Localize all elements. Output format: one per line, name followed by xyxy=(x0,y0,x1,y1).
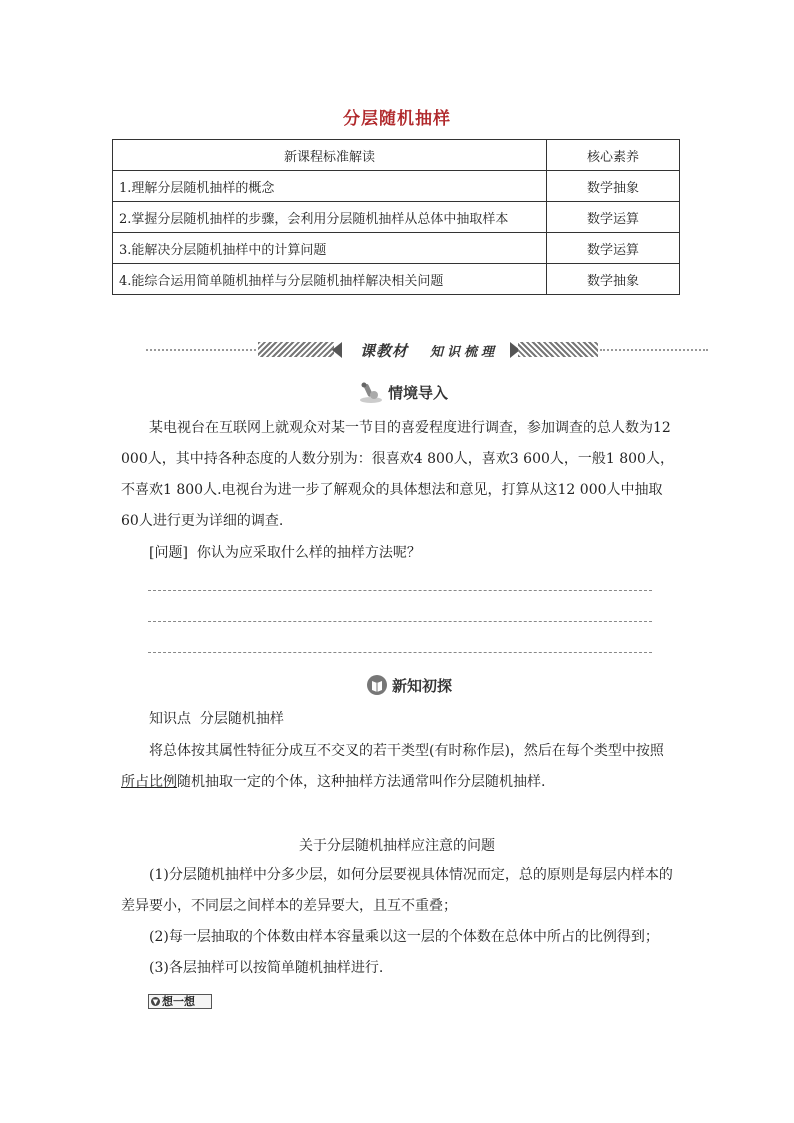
banner-label-textbook: 课教材 xyxy=(360,342,409,360)
standard-cell: 2.掌握分层随机抽样的步骤，会利用分层随机抽样从总体中抽取样本 xyxy=(113,202,547,233)
microscope-icon xyxy=(358,381,384,407)
notes-title: 关于分层随机抽样应注意的问题 xyxy=(299,838,495,854)
table-row xyxy=(113,202,680,233)
standard-cell: 1.理解分层随机抽样的概念 xyxy=(113,171,547,202)
answer-line[interactable] xyxy=(148,621,652,622)
banner-label-summary: 知识梳理 xyxy=(430,345,499,360)
definition-part1: 将总体按其属性特征分成互不交叉的若干类型(有时称作层)，然后在每个类型中按照 xyxy=(149,743,664,759)
note-text: (2)每一层抽取的个体数由样本容量乘以这一层的个体数在总体中所占的比例得到； xyxy=(149,929,659,945)
question-line xyxy=(121,538,677,569)
table-row xyxy=(113,233,680,264)
banner-dots-left xyxy=(146,349,256,351)
note-text: (1)分层随机抽样中分多少层，如何分层要视具体情况而定，总的原则是每层内样本的差异要小，不同层之间样本的差异要大，且互不重叠； xyxy=(121,867,673,914)
literacy-cell: 数学运算 xyxy=(547,202,680,233)
curriculum-table xyxy=(112,139,680,295)
definition-part2: 随机抽取一定的个体，这种抽样方法通常叫作分层随机抽样. xyxy=(177,774,546,790)
table-row xyxy=(113,171,680,202)
think-label: 想一想 xyxy=(162,995,195,1008)
explore-heading xyxy=(366,674,452,700)
chevron-down-icon: ▼ xyxy=(152,997,159,1006)
section-banner xyxy=(146,339,708,361)
header-literacy: 核心素养 xyxy=(547,140,680,171)
standard-cell: 4.能综合运用简单随机抽样与分层随机抽样解决相关问题 xyxy=(113,264,547,295)
banner-dots-right xyxy=(600,349,708,351)
answer-line[interactable] xyxy=(148,652,652,653)
banner-hatch-right xyxy=(518,342,598,357)
table-header-row xyxy=(113,140,680,171)
note-item xyxy=(121,922,677,953)
table-row xyxy=(113,264,680,295)
intro-heading-text: 情境导入 xyxy=(388,384,449,402)
definition-underlined: 所占比例 xyxy=(121,774,177,790)
answer-line[interactable] xyxy=(148,590,652,591)
intro-heading xyxy=(358,381,448,407)
literacy-cell: 数学抽象 xyxy=(547,264,680,295)
book-icon xyxy=(366,674,388,700)
knowledge-title: 分层随机抽样 xyxy=(199,711,284,727)
definition-paragraph xyxy=(121,736,677,798)
explore-heading-text: 新知初探 xyxy=(392,677,453,695)
question-text: 你认为应采取什么样的抽样方法呢？ xyxy=(196,545,421,561)
knowledge-label: 知识点 xyxy=(149,711,191,727)
banner-hatch-left xyxy=(258,342,334,357)
question-tag: [问题] xyxy=(149,545,188,561)
note-text: (3)各层抽样可以按简单随机抽样进行. xyxy=(149,960,384,976)
knowledge-point xyxy=(121,704,677,735)
note-item xyxy=(121,860,677,922)
literacy-cell: 数学抽象 xyxy=(547,171,680,202)
standard-cell: 3.能解决分层随机抽样中的计算问题 xyxy=(113,233,547,264)
intro-paragraph-text: 某电视台在互联网上就观众对某一节目的喜爱程度进行调查，参加调查的总人数为12 000人，其中持各种态度的人数分别为：很喜欢4 800人，喜欢3 600人，一般1 800人，不喜欢1 800人.电视台为进一步了解观众的具体想法和意见，打算从这12 000人中抽取60人进行更为详细的调查. xyxy=(121,420,674,529)
note-item xyxy=(121,953,677,984)
literacy-cell: 数学运算 xyxy=(547,233,680,264)
page-title: 分层随机抽样 xyxy=(343,109,451,129)
triangle-left-icon xyxy=(332,342,342,358)
think-box xyxy=(148,994,212,1009)
intro-paragraph xyxy=(121,413,677,537)
header-standard: 新课程标准解读 xyxy=(113,140,547,171)
